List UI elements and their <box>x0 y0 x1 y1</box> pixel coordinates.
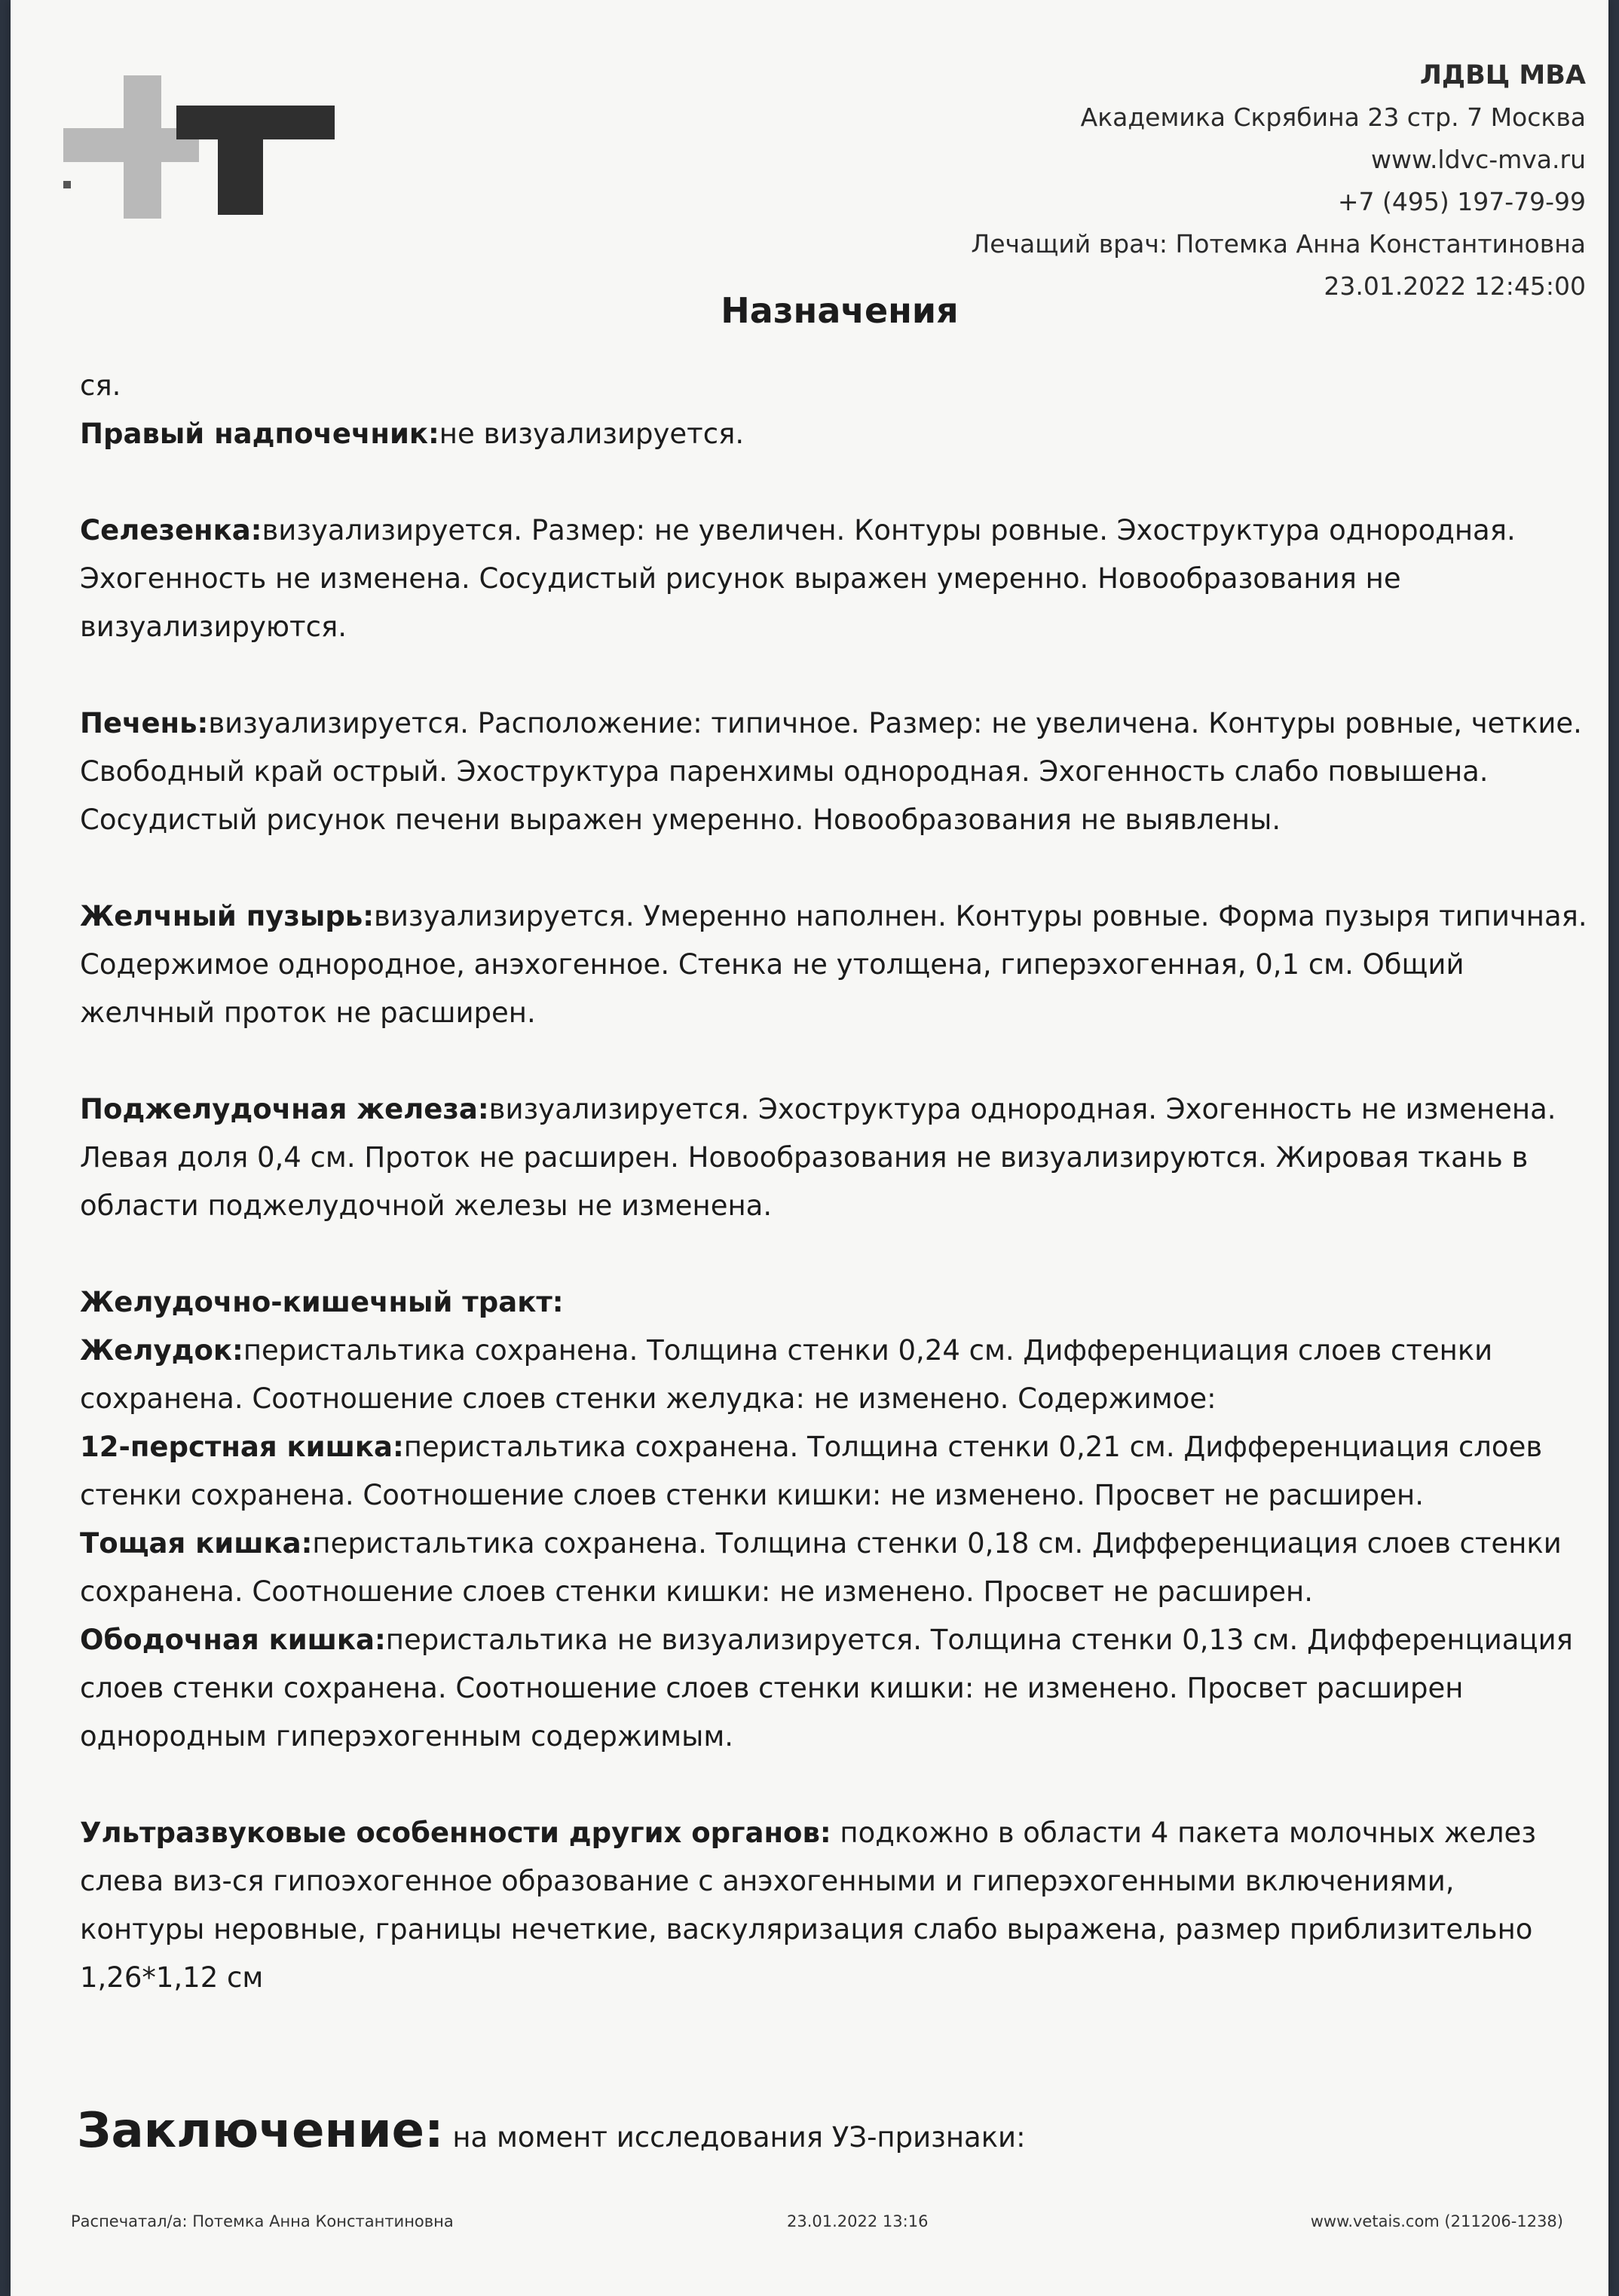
section-label: 12-перстная кишка: <box>80 1431 404 1463</box>
attending-doctor: Лечащий врач: Потемка Анна Константиновна <box>971 229 1586 259</box>
print-footer <box>71 2212 1563 2242</box>
section-text: перистальтика сохранена. Толщина стенки 0,21 см. Дифференциация слоев стенки сохранена. Соотношение слоев стенки кишки: не изменено. Просвет не расширен. <box>80 1431 1543 1511</box>
conclusion-text: на момент исследования УЗ-признаки: <box>443 2121 1026 2154</box>
lead-fragment: ся. <box>80 369 121 402</box>
document-title: Назначения <box>721 290 959 331</box>
section-pancreas <box>80 1085 1587 1230</box>
section-label: Желудочно-кишечный тракт: <box>80 1286 564 1318</box>
section-text: визуализируется. Расположение: типичное. Размер: не увеличена. Контуры ровные, четкие. Свободный край острый. Эхоструктура паренхимы однородная. Эхогенность слабо повышена. Сосудистый рисунок печени выражен умеренно. Новообразования не выявлены. <box>80 707 1582 836</box>
section-label: Ободочная кишка: <box>80 1624 386 1656</box>
clinic-logo <box>63 75 335 219</box>
section-adrenal <box>80 410 1587 458</box>
section-liver <box>80 700 1587 844</box>
section-label: Желудок: <box>80 1334 243 1367</box>
section-text: подкожно в области 4 пакета молочных желез слева виз-ся гипоэхогенное образование с анэхогенными и гиперэхогенными включениями, контуры неровные, границы нечеткие, васкуляризация слабо выражена, размер приблизительно 1,26*1,12 см <box>80 1817 1536 1994</box>
section-gi-tract <box>80 1278 1587 1327</box>
section-label: Поджелудочная железа: <box>80 1093 489 1125</box>
document-page <box>11 0 1608 2296</box>
section-text: визуализируется. Умеренно наполнен. Контуры ровные. Форма пузыря типичная. Содержимое однородное, анэхогенное. Стенка не утолщена, гиперэхогенная, 0,1 см. Общий желчный проток не расширен. <box>80 900 1587 1029</box>
clinic-name: ЛДВЦ МВА <box>1419 60 1586 90</box>
conclusion-label: Заключение: <box>77 2103 444 2159</box>
section-label: Ультразвуковые особенности других органов: <box>80 1817 831 1849</box>
section-label: Селезенка: <box>80 514 262 546</box>
section-duodenum <box>80 1423 1587 1520</box>
section-text: перистальтика сохранена. Толщина стенки 0,24 см. Дифференциация слоев стенки сохранена. Соотношение слоев стенки желудка: не изменено. Содержимое: <box>80 1334 1493 1415</box>
section-spleen <box>80 507 1587 651</box>
section-gallbladder <box>80 892 1587 1037</box>
section-text: визуализируется. Размер: не увеличен. Контуры ровные. Эхоструктура однородная. Эхогенность не изменена. Сосудистый рисунок выражен умеренно. Новообразования не визуализируются. <box>80 514 1516 643</box>
section-text: перистальтика не визуализируется. Толщина стенки 0,13 см. Дифференциация слоев стенки сохранена. Соотношение слоев стенки кишки: не изменено. Просвет расширен однородным гиперэхогенным содержимым. <box>80 1624 1573 1753</box>
clinic-website: www.ldvc-mva.ru <box>1371 145 1586 174</box>
section-stomach <box>80 1327 1587 1423</box>
section-label: Правый надпочечник: <box>80 418 439 450</box>
clinic-header <box>971 54 1586 308</box>
software-source: www.vetais.com (211206-1238) <box>1310 2212 1563 2230</box>
section-text: визуализируется. Эхоструктура однородная. Эхогенность не изменена. Левая доля 0,4 см. Проток не расширен. Новообразования не визуализируются. Жировая ткань в области поджелудочной железы не изменена. <box>80 1093 1556 1222</box>
print-datetime: 23.01.2022 13:16 <box>787 2212 929 2230</box>
section-text: перистальтика сохранена. Толщина стенки 0,18 см. Дифференциация слоев стенки сохранена. Соотношение слоев стенки кишки: не изменено. Просвет не расширен. <box>80 1527 1562 1608</box>
conclusion <box>77 2103 1026 2159</box>
section-colon <box>80 1616 1587 1761</box>
section-text: не визуализируется. <box>439 418 745 450</box>
clinic-phone: +7 (495) 197-79-99 <box>1337 187 1586 216</box>
printed-by: Распечатал/а: Потемка Анна Константиновна <box>71 2212 454 2230</box>
section-label: Печень: <box>80 707 209 739</box>
report-body <box>80 362 1587 2002</box>
section-label: Тощая кишка: <box>80 1527 313 1560</box>
section-other-organs <box>80 1809 1587 2002</box>
section-jejunum <box>80 1520 1587 1616</box>
report-datetime: 23.01.2022 12:45:00 <box>1324 271 1586 301</box>
clinic-address: Академика Скрябина 23 стр. 7 Москва <box>1080 103 1586 132</box>
section-label: Желчный пузырь: <box>80 900 375 932</box>
